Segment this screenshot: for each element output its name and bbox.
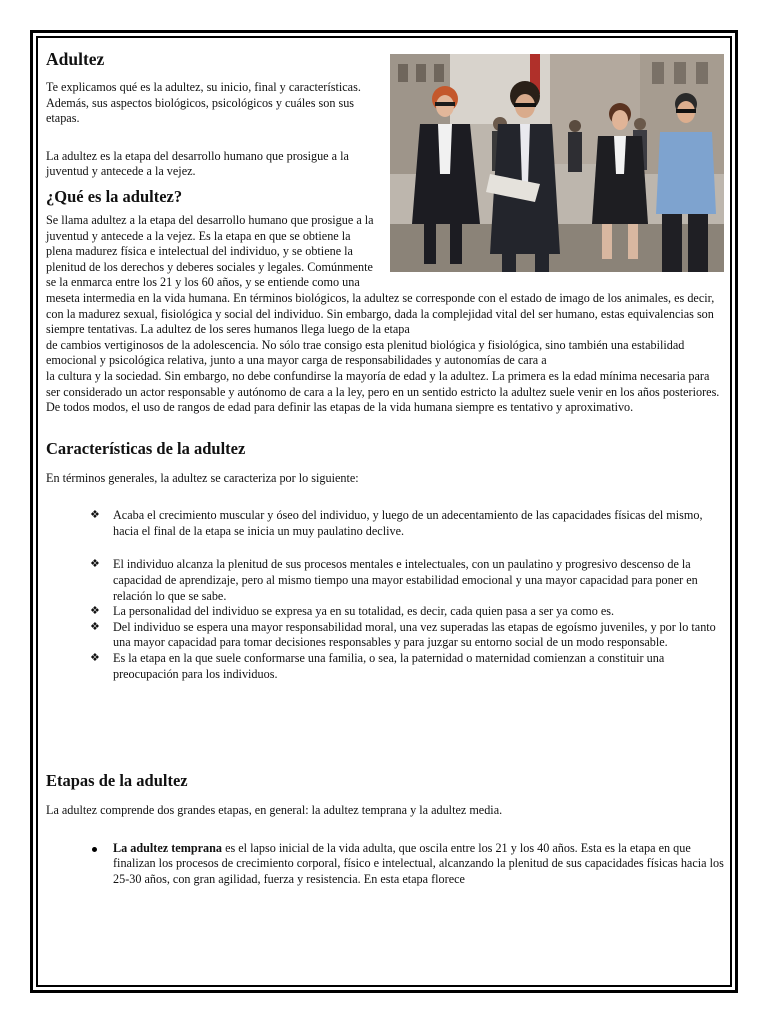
lead-paragraph: Te explicamos qué es la adultez, su inicio, final y características. Además, sus aspectos biológicos, psicológicos y cuáles son sus etapas.: [46, 80, 361, 126]
stage-term: La adultez temprana: [113, 840, 223, 855]
list-item: [90, 841, 724, 888]
stages-heading: Etapas de la adultez: [46, 771, 188, 791]
list-item: [90, 620, 724, 651]
list-item: [90, 604, 724, 620]
stage-text: es el lapso inicial de la vida adulta, que oscila entre los 21 y los 40 años. Esta es la etapa en que finalizan los procesos de crecimiento corporal, físico e intelectual, alcanzando la plenitud de sus capacidades físicas hacia los 25-30 años, con gran agilidad, fuerza y resistencia. En esta etapa florece: [113, 840, 724, 886]
characteristics-heading: Características de la adultez: [46, 438, 246, 458]
stages-list: [46, 841, 724, 888]
diamond-bullet-icon: ❖: [90, 605, 100, 618]
list-item: [90, 508, 724, 539]
what-is-heading: ¿Qué es la adultez?: [46, 186, 183, 206]
what-is-paragraph-1: Se llama adultez a la etapa del desarrollo humano que prosigue a la juventud y antecede a la vejez. Es la etapa en que se obtiene la plena madurez física e intelectual del individuo, y se obtiene la plenitud de los derechos y deberes sociales y legales. Comúnmente se la enmarca entre los 21 y los 60 años, y se entiende como una meseta intermedia en la vida humana. En términos biológicos, la adultez se corresponde con el estado de imago de los animales, es decir, con la madurez sexual, fisiológica y social del individuo. Sin embargo, dada la complejidad vital del ser humano, estas equivalencias son siempre tentativas. La adultez de los seres humanos llega luego de la etapa: [46, 212, 715, 337]
bullet-dot-icon: [92, 847, 97, 852]
definition-paragraph: La adultez es la etapa del desarrollo humano que prosigue a la juventud y antecede a la vejez.: [46, 148, 349, 179]
adults-walking-photo: [390, 54, 724, 272]
what-is-paragraph-3: la cultura y la sociedad. Sin embargo, no debe confundirse la mayoría de edad y la adultez. La primera es la edad mínima necesaria para ser considerado un actor responsable y autónomo de cara a la ley, pero en un sentido estricto la adultez suele venir en los años posteriores. De todos modos, el uso de rangos de edad para definir las etapas de la vida humana siempre es tentativo y aproximativo.: [46, 368, 720, 415]
list-item-text: La personalidad del individuo se expresa ya en su totalidad, es decir, cada quien pasa a ser ya como es.: [113, 604, 615, 619]
list-item-text: Del individuo se espera una mayor responsabilidad moral, una vez superadas las etapas de egoísmo juveniles, y por lo tanto una mayor capacidad para tomar decisiones responsables y para juzgar su entorno social de un modo responsable.: [113, 619, 716, 650]
diamond-bullet-icon: ❖: [90, 652, 100, 665]
document-body: [46, 44, 724, 888]
page-title: Adultez: [46, 49, 105, 69]
characteristics-list: [46, 508, 724, 682]
diamond-bullet-icon: ❖: [90, 558, 100, 571]
diamond-bullet-icon: ❖: [90, 620, 100, 633]
list-item-text: El individuo alcanza la plenitud de sus procesos mentales e intelectuales, con un paulatino y progresivo descenso de la capacidad de aprendizaje, pero al mismo tiempo una mayor estabilidad emocional y una mayor capacidad para poner en relación lo que se sabe.: [113, 557, 698, 603]
stages-intro: La adultez comprende dos grandes etapas, en general: la adultez temprana y la adultez media.: [46, 803, 503, 818]
list-item: [90, 557, 724, 604]
characteristics-intro: En términos generales, la adultez se caracteriza por lo siguiente:: [46, 470, 359, 485]
what-is-paragraph-2: de cambios vertiginosos de la adolescencia. No sólo trae consigo esta plenitud biológica y fisiológica, sino también una estabilidad emocional y psicológica relativa, junto a una mayor carga de responsabilidades y autonomías de cara a: [46, 337, 685, 368]
list-item-text: Es la etapa en la que suele conformarse una familia, o sea, la paternidad o maternidad comienzan a constituir una preocupación para los individuos.: [113, 651, 665, 681]
diamond-bullet-icon: ❖: [90, 509, 100, 522]
list-item: [90, 651, 724, 682]
list-item-text: Acaba el crecimiento muscular y óseo del individuo, y luego de un adecentamiento de las capacidades físicas del mismo, hacia el final de la etapa se inicia un muy paulatino declive.: [113, 508, 703, 538]
